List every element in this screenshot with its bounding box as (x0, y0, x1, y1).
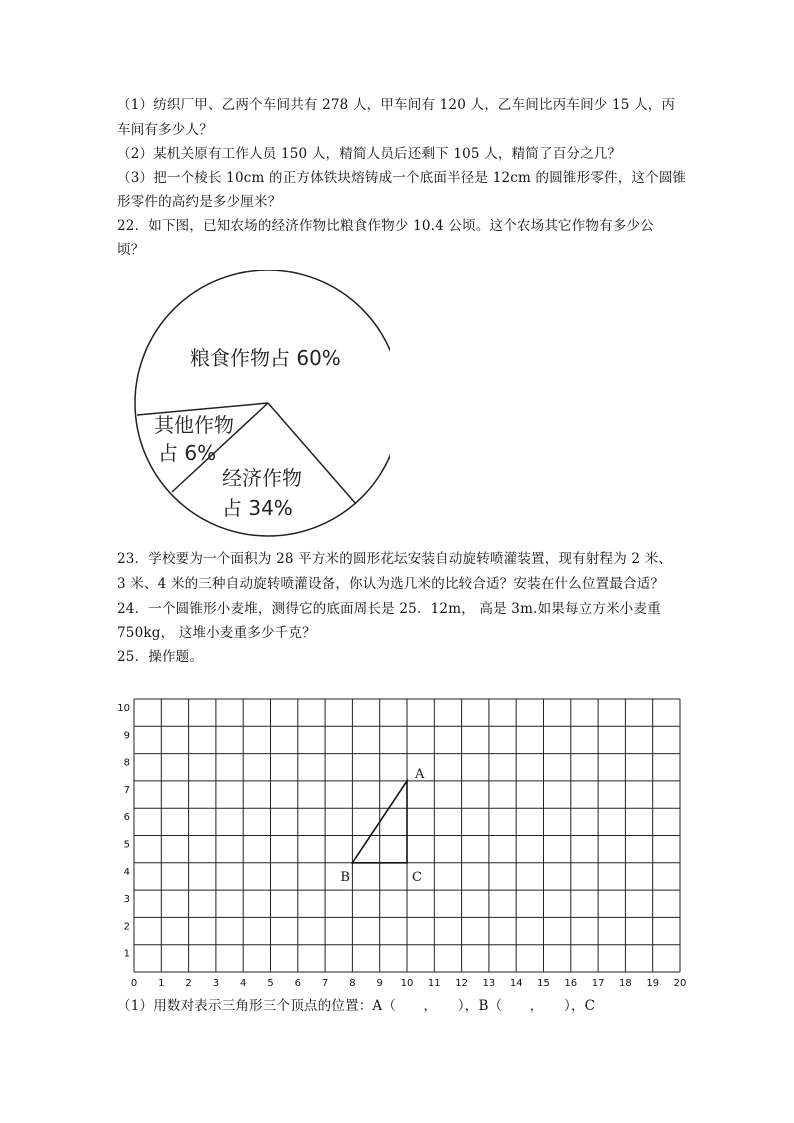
y-tick-label: 3 (123, 894, 130, 906)
x-tick-label: 17 (591, 978, 605, 989)
pie-label-grain: 粮食作物占 60% (190, 346, 341, 370)
y-tick-label: 5 (123, 839, 130, 851)
y-tick-label: 6 (123, 812, 130, 824)
x-tick-label: 1 (158, 978, 165, 989)
x-tick-label: 12 (455, 978, 468, 989)
x-tick-label: 4 (240, 978, 247, 989)
text-line: 顷？ (117, 242, 145, 258)
x-tick-label: 8 (349, 978, 356, 989)
x-tick-label: 13 (482, 978, 496, 989)
x-tick-label: 2 (185, 978, 192, 989)
text-line: 车间有多少人？ (117, 122, 213, 138)
question-25-1: （1）用数对表示三角形三个顶点的位置：A（ ， ），B（ ， ），C (117, 998, 596, 1014)
vertex-label-a: A (415, 766, 425, 782)
text-line: 22．如下图，已知农场的经济作物比粮食作物少 10.4 公顷。这个农场其它作物有多少公 (117, 218, 654, 234)
pie-label-other-line1: 其他作物 (154, 413, 234, 437)
x-tick-label: 14 (509, 978, 523, 989)
text-line: 3 米、4 米的三种自动旋转喷灌设备，你认为选几米的比较合适？安装在什么位置最合适？ (117, 576, 665, 592)
pie-label-economic-line2: 占 34% (222, 496, 293, 520)
x-tick-label: 10 (400, 978, 414, 989)
vertex-label-b: B (340, 869, 350, 885)
text-line: 23．学校要为一个面积为 28 平方米的圆形花坛安装自动旋转喷灌装置，现有射程为 2 米、 (117, 551, 673, 567)
coordinate-grid (110, 695, 700, 995)
text-line: 25．操作题。 (117, 649, 204, 665)
x-tick-label: 6 (294, 978, 301, 989)
y-tick-label: 9 (123, 730, 130, 742)
y-tick-label: 1 (123, 948, 130, 960)
text-line: 24．一个圆锥形小麦堆，测得它的底面周长是 25．12m， 高是 3m.如果每立方米小麦重 (117, 601, 661, 617)
x-tick-label: 7 (321, 978, 329, 989)
y-tick-label: 4 (123, 866, 130, 878)
text-line: （3）把一个棱长 10cm 的正方体铁块熔铸成一个底面半径是 12cm 的圆锥形零件，这个圆锥 (117, 170, 687, 186)
x-tick-label: 15 (537, 978, 550, 989)
x-tick-label: 20 (673, 978, 687, 989)
pie-label-other-line2: 占 6% (158, 441, 217, 465)
text-line: （2）某机关原有工作人员 150 人，精简人员后还剩下 105 人，精简了百分之几？ (117, 146, 622, 162)
x-tick-label: 11 (427, 978, 441, 989)
text-line: （1）纺织厂甲、乙两个车间共有 278 人，甲车间有 120 人，乙车间比丙车间少 15 人，丙 (117, 97, 676, 113)
x-axis-labels (131, 978, 687, 989)
text-line: 形零件的高约是多少厘米？ (117, 194, 282, 210)
y-axis-labels (117, 703, 130, 960)
x-tick-label: 16 (564, 978, 578, 989)
x-tick-label: 3 (212, 978, 220, 989)
y-tick-label: 7 (123, 784, 130, 796)
x-tick-label: 19 (646, 978, 660, 989)
y-tick-label: 10 (117, 703, 130, 714)
x-tick-label: 18 (619, 978, 632, 989)
text-line: 750kg， 这堆小麦重多少千克？ (117, 625, 316, 641)
x-tick-label: 5 (267, 978, 274, 989)
pie-label-economic-line1: 经济作物 (222, 466, 302, 490)
y-tick-label: 8 (123, 757, 130, 769)
pie-chart (130, 270, 390, 545)
x-tick-label: 9 (376, 978, 383, 989)
point-labels (340, 767, 425, 885)
vertex-label-c: C (412, 869, 422, 885)
y-tick-label: 2 (123, 921, 130, 933)
x-tick-label: 0 (130, 978, 138, 989)
